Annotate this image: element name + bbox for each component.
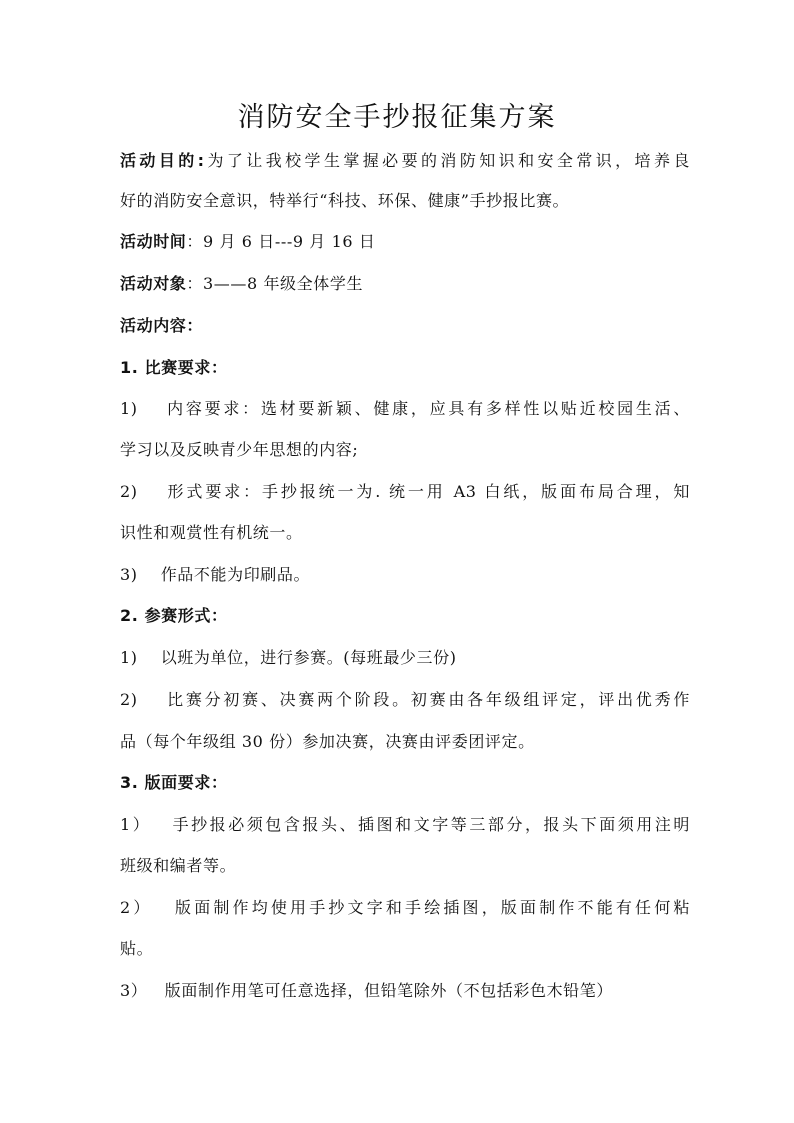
purpose-line-1 — [120, 150, 690, 172]
section2-item1-line1 — [120, 647, 690, 669]
item-number: 1) — [120, 399, 138, 418]
section3-item2-line1 — [120, 897, 690, 919]
section3-heading: 3. 版面要求： — [120, 773, 228, 792]
item-number: 2) — [120, 690, 138, 709]
section1-heading: 1. 比赛要求： — [120, 358, 228, 377]
section3-item2-line2: 贴。 — [120, 939, 154, 958]
section3-item3-line1 — [120, 980, 690, 1002]
time-line — [120, 231, 690, 253]
item-text: 比赛分初赛、决赛两个阶段。初赛由各年级组评定，评出优秀作 — [167, 690, 690, 709]
item-text: 形式要求：手抄报统一为. 统一用 A3 白纸，版面布局合理，知 — [167, 482, 690, 501]
target-text: ：3——8 年级全体学生 — [186, 274, 364, 293]
purpose-line-2: 好的消防安全意识，特举行“科技、环保、健康”手抄报比赛。 — [120, 191, 570, 210]
item-text: 版面制作均使用手抄文字和手绘插图，版面制作不能有任何粘 — [175, 898, 690, 917]
item-number: 1） — [120, 815, 152, 834]
section1-item1-line1 — [120, 398, 690, 420]
target-label: 活动对象 — [120, 274, 187, 293]
item-text: 以班为单位，进行参赛。(每班最少三份) — [160, 648, 457, 667]
target-line — [120, 273, 690, 295]
item-text: 版面制作用笔可任意选择，但铅笔除外（不包括彩色木铅笔） — [164, 981, 613, 1000]
time-label: 活动时间 — [120, 232, 187, 251]
section1-item2-line1 — [120, 481, 690, 503]
time-text: ：9 月 6 日---9 月 16 日 — [186, 232, 376, 251]
item-text: 作品不能为印刷品。 — [160, 565, 311, 584]
purpose-text-1: 为了让我校学生掌握必要的消防知识和安全常识，培养良 — [204, 151, 690, 170]
section1-item3-line1 — [120, 564, 690, 586]
item-number: 2) — [120, 482, 138, 501]
section2-item2-line2: 品（每个年级组 30 份）参加决赛，决赛由评委团评定。 — [120, 732, 535, 751]
item-text: 手抄报必须包含报头、插图和文字等三部分，报头下面须用注明 — [172, 815, 690, 834]
section2-item2-line1 — [120, 689, 690, 711]
item-number: 3) — [120, 565, 138, 584]
section3-item1-line2: 班级和编者等。 — [120, 856, 237, 875]
item-text: 内容要求：选材要新颖、健康，应具有多样性以贴近校园生活、 — [167, 399, 690, 418]
purpose-label: 活动目的: — [120, 151, 205, 170]
item-number: 3） — [120, 981, 148, 1000]
page-title: 消防安全手抄报征集方案 — [237, 102, 557, 133]
section2-heading: 2. 参赛形式： — [120, 606, 228, 625]
content-label: 活动内容： — [120, 316, 204, 335]
item-number: 2） — [120, 898, 153, 917]
section3-item1-line1 — [120, 814, 690, 836]
section1-item1-line2: 学习以及反映青少年思想的内容; — [120, 440, 359, 459]
section1-item2-line2: 识性和观赏性有机统一。 — [120, 523, 303, 542]
item-number: 1) — [120, 648, 138, 667]
